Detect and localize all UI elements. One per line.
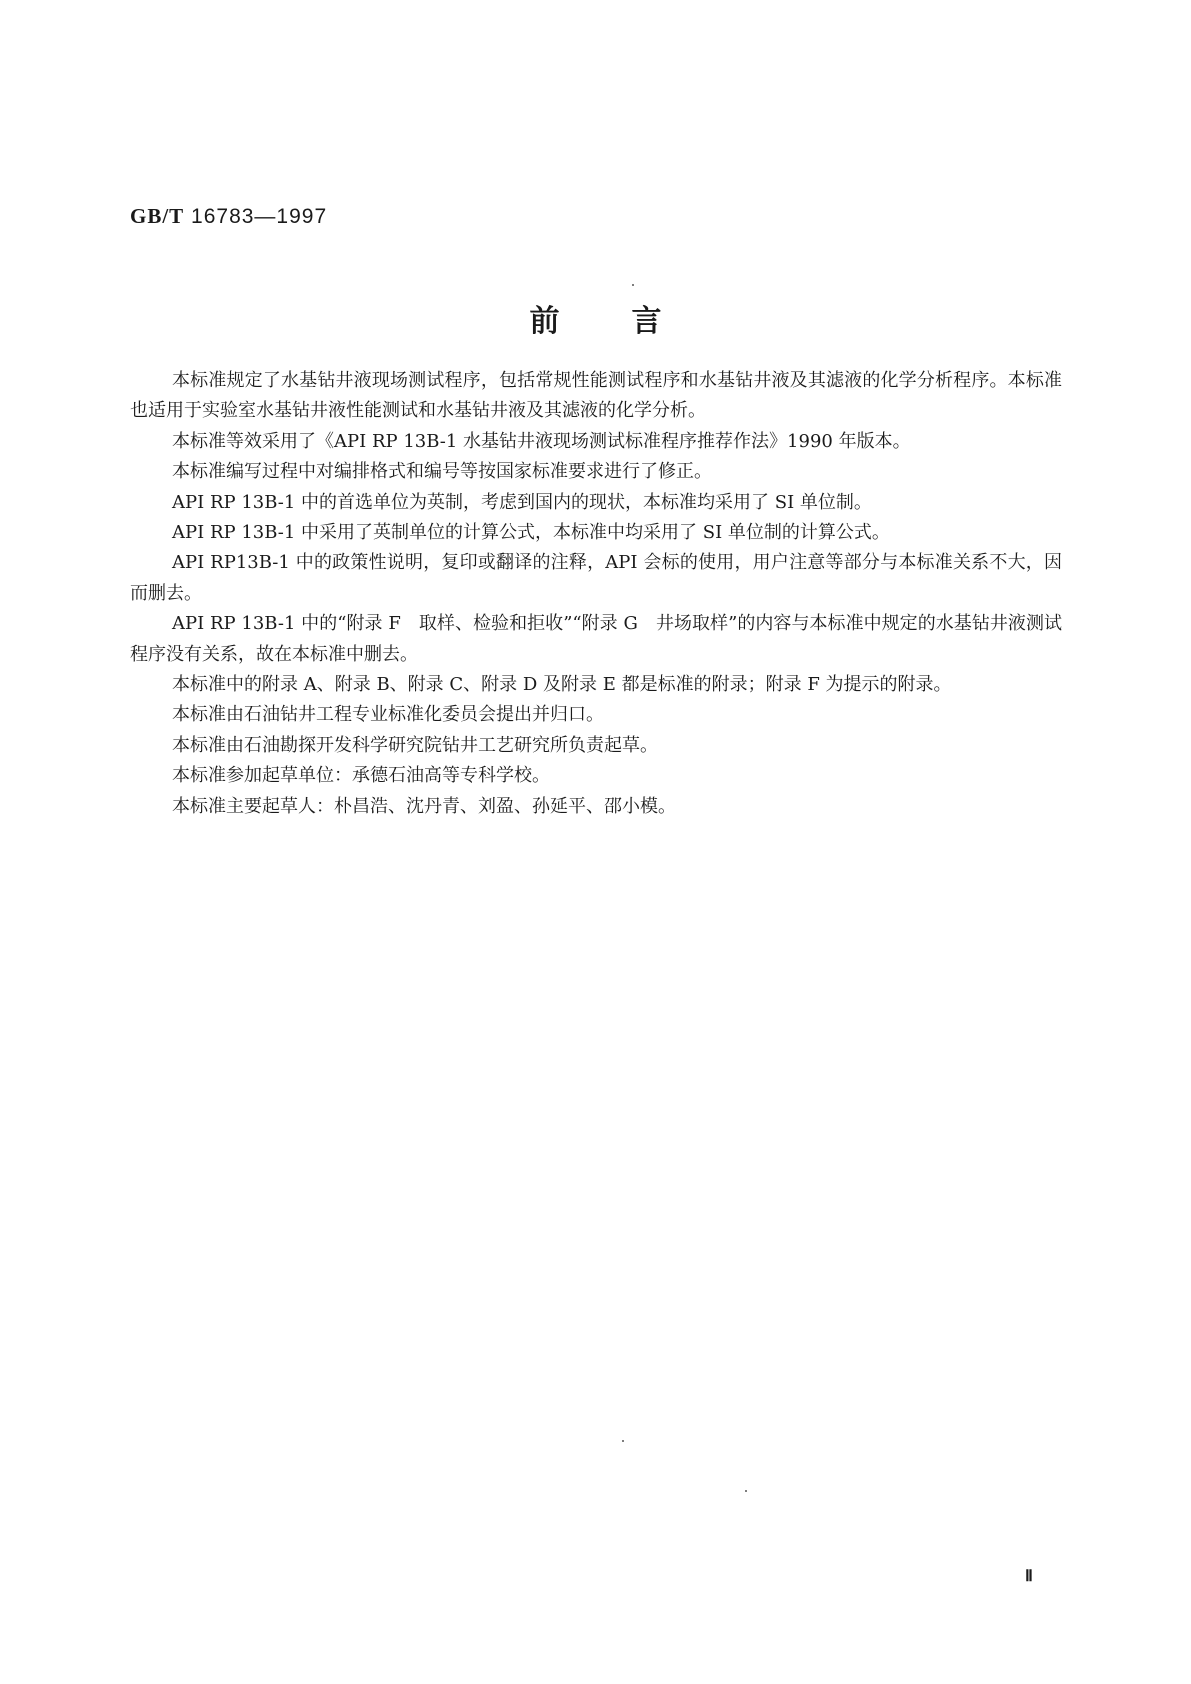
paragraph: API RP 13B-1 中的首选单位为英制，考虑到国内的现状，本标准均采用了 SI 单位制。 — [172, 491, 872, 513]
scan-speck — [745, 1490, 747, 1492]
paragraph: API RP 13B-1 中的“附录 F 取样、检验和拒收”“附录 G 井场取样”的内容与本标准中规定的水基钻井液测试程序没有关系，故在本标准中删去。 — [130, 613, 1062, 665]
foreword-body — [130, 366, 1062, 822]
paragraph: API RP13B-1 中的政策性说明，复印或翻译的注释，API 会标的使用，用户注意等部分与本标准关系不大，因而删去。 — [130, 552, 1062, 604]
paragraph: 本标准主要起草人：朴昌浩、沈丹青、刘盈、孙延平、邵小模。 — [172, 795, 676, 817]
standard-number: 16783—1997 — [191, 205, 328, 228]
paragraph: API RP 13B-1 中采用了英制单位的计算公式，本标准中均采用了 SI 单位制的计算公式。 — [172, 522, 890, 544]
scan-speck — [622, 1440, 624, 1442]
paragraph: 本标准由石油勘探开发科学研究院钻井工艺研究所负责起草。 — [172, 734, 658, 756]
page-number: Ⅱ — [1025, 1568, 1033, 1585]
paragraph: 本标准等效采用了《API RP 13B-1 水基钻井液现场测试标准程序推荐作法》1990 年版本。 — [172, 430, 911, 452]
paragraph: 本标准编写过程中对编排格式和编号等按国家标准要求进行了修正。 — [172, 461, 712, 483]
paragraph: 本标准规定了水基钻井液现场测试程序，包括常规性能测试程序和水基钻井液及其滤液的化学分析程序。本标准也适用于实验室水基钻井液性能测试和水基钻井液及其滤液的化学分析。 — [130, 370, 1062, 422]
scan-speck — [632, 284, 634, 286]
paragraph: 本标准由石油钻井工程专业标准化委员会提出并归口。 — [172, 704, 604, 726]
page-title: 前言 — [529, 304, 734, 339]
standard-prefix: GB/T — [130, 204, 185, 228]
paragraph: 本标准参加起草单位：承德石油高等专科学校。 — [172, 765, 550, 787]
paragraph: 本标准中的附录 A、附录 B、附录 C、附录 D 及附录 E 都是标准的附录；附录 F 为提示的附录。 — [172, 674, 952, 696]
standard-code — [130, 204, 327, 229]
